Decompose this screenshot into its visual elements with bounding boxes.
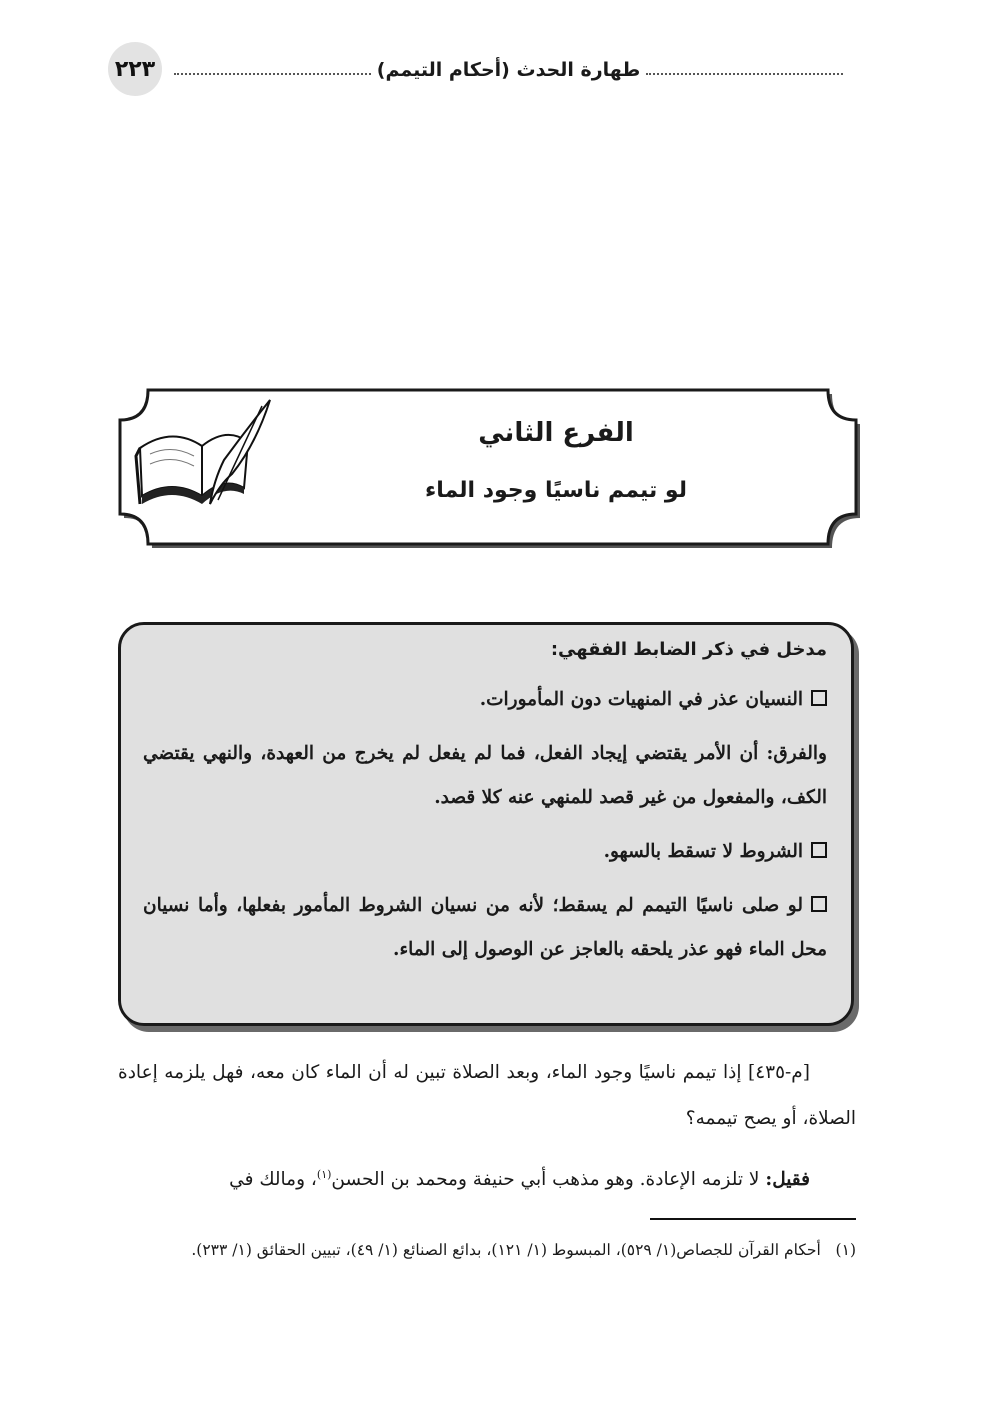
header-dots-left — [174, 73, 371, 75]
rule-item-text: والفرق: أن الأمر يقتضي إيجاد الفعل، فما لم يفعل لم يخرج من العهدة، والنهي يقتضي الكف، والمفعول من غير قصد للمنهي عنه كلا قصد. — [143, 743, 827, 808]
footnote — [118, 1232, 856, 1268]
page-number-badge — [108, 42, 162, 96]
rule-item — [143, 678, 827, 722]
section-title-frame — [116, 386, 860, 548]
checkbox-bullet-icon — [811, 896, 827, 912]
running-title: طهارة الحدث (أحكام التيمم) — [376, 59, 641, 81]
issue-reference: [م-٤٣٥] — [748, 1062, 810, 1083]
footnote-number: (١) — [835, 1241, 856, 1259]
section-title: الفرع الثاني — [478, 418, 634, 448]
rule-explanation — [143, 732, 827, 820]
checkbox-bullet-icon — [811, 842, 827, 858]
rule-item — [143, 884, 827, 972]
body-paragraph — [118, 1050, 856, 1142]
rule-item-text: لو صلى ناسيًا التيمم لم يسقط؛ لأنه من نسيان الشروط المأمور بفعلها، وأما نسيان محل الماء فهو عذر يلحقه بالعاجز عن الوصول إلى الماء. — [143, 895, 827, 960]
rule-item — [143, 830, 827, 874]
running-header — [108, 42, 843, 96]
header-line — [174, 56, 843, 84]
paragraph-text-tail: ، ومالك في — [229, 1169, 317, 1191]
paragraph-text: لا تلزمه الإعادة. وهو مذهب أبي حنيفة ومحمد بن الحسن — [331, 1169, 760, 1191]
book-and-quill-icon — [132, 396, 272, 516]
body-paragraph — [118, 1152, 856, 1203]
page-number: ٢٢٣ — [114, 56, 156, 82]
paragraph-text: إذا تيمم ناسيًا وجود الماء، وبعد الصلاة تبين له أن الماء كان معه، فهل يلزمه إعادة الصلاة، أو يصح تيممه؟ — [118, 1062, 856, 1129]
rule-item-text: الشروط لا تسقط بالسهو. — [603, 841, 803, 862]
footnote-separator — [650, 1218, 856, 1220]
rule-item-text: النسيان عذر في المنهيات دون المأمورات. — [479, 689, 803, 710]
footnote-marker[interactable]: (١) — [316, 1168, 332, 1181]
body-text — [118, 1050, 856, 1213]
footnote-text: أحكام القرآن للجصاص(١/ ٥٢٩)، المبسوط (١/ ١٢١)، بدائع الصنائع (١/ ٤٩)، تبيين الحقائق (١/ ٢٣٣). — [191, 1241, 821, 1259]
checkbox-bullet-icon — [811, 690, 827, 706]
opinion-lead: فقيل: — [765, 1169, 810, 1191]
header-dots-right — [646, 73, 843, 75]
fiqh-rule-box — [118, 622, 854, 1026]
rule-box-heading: مدخل في ذكر الضابط الفقهي: — [550, 639, 827, 660]
section-subtitle: لو تيمم ناسيًا وجود الماء — [424, 478, 687, 503]
